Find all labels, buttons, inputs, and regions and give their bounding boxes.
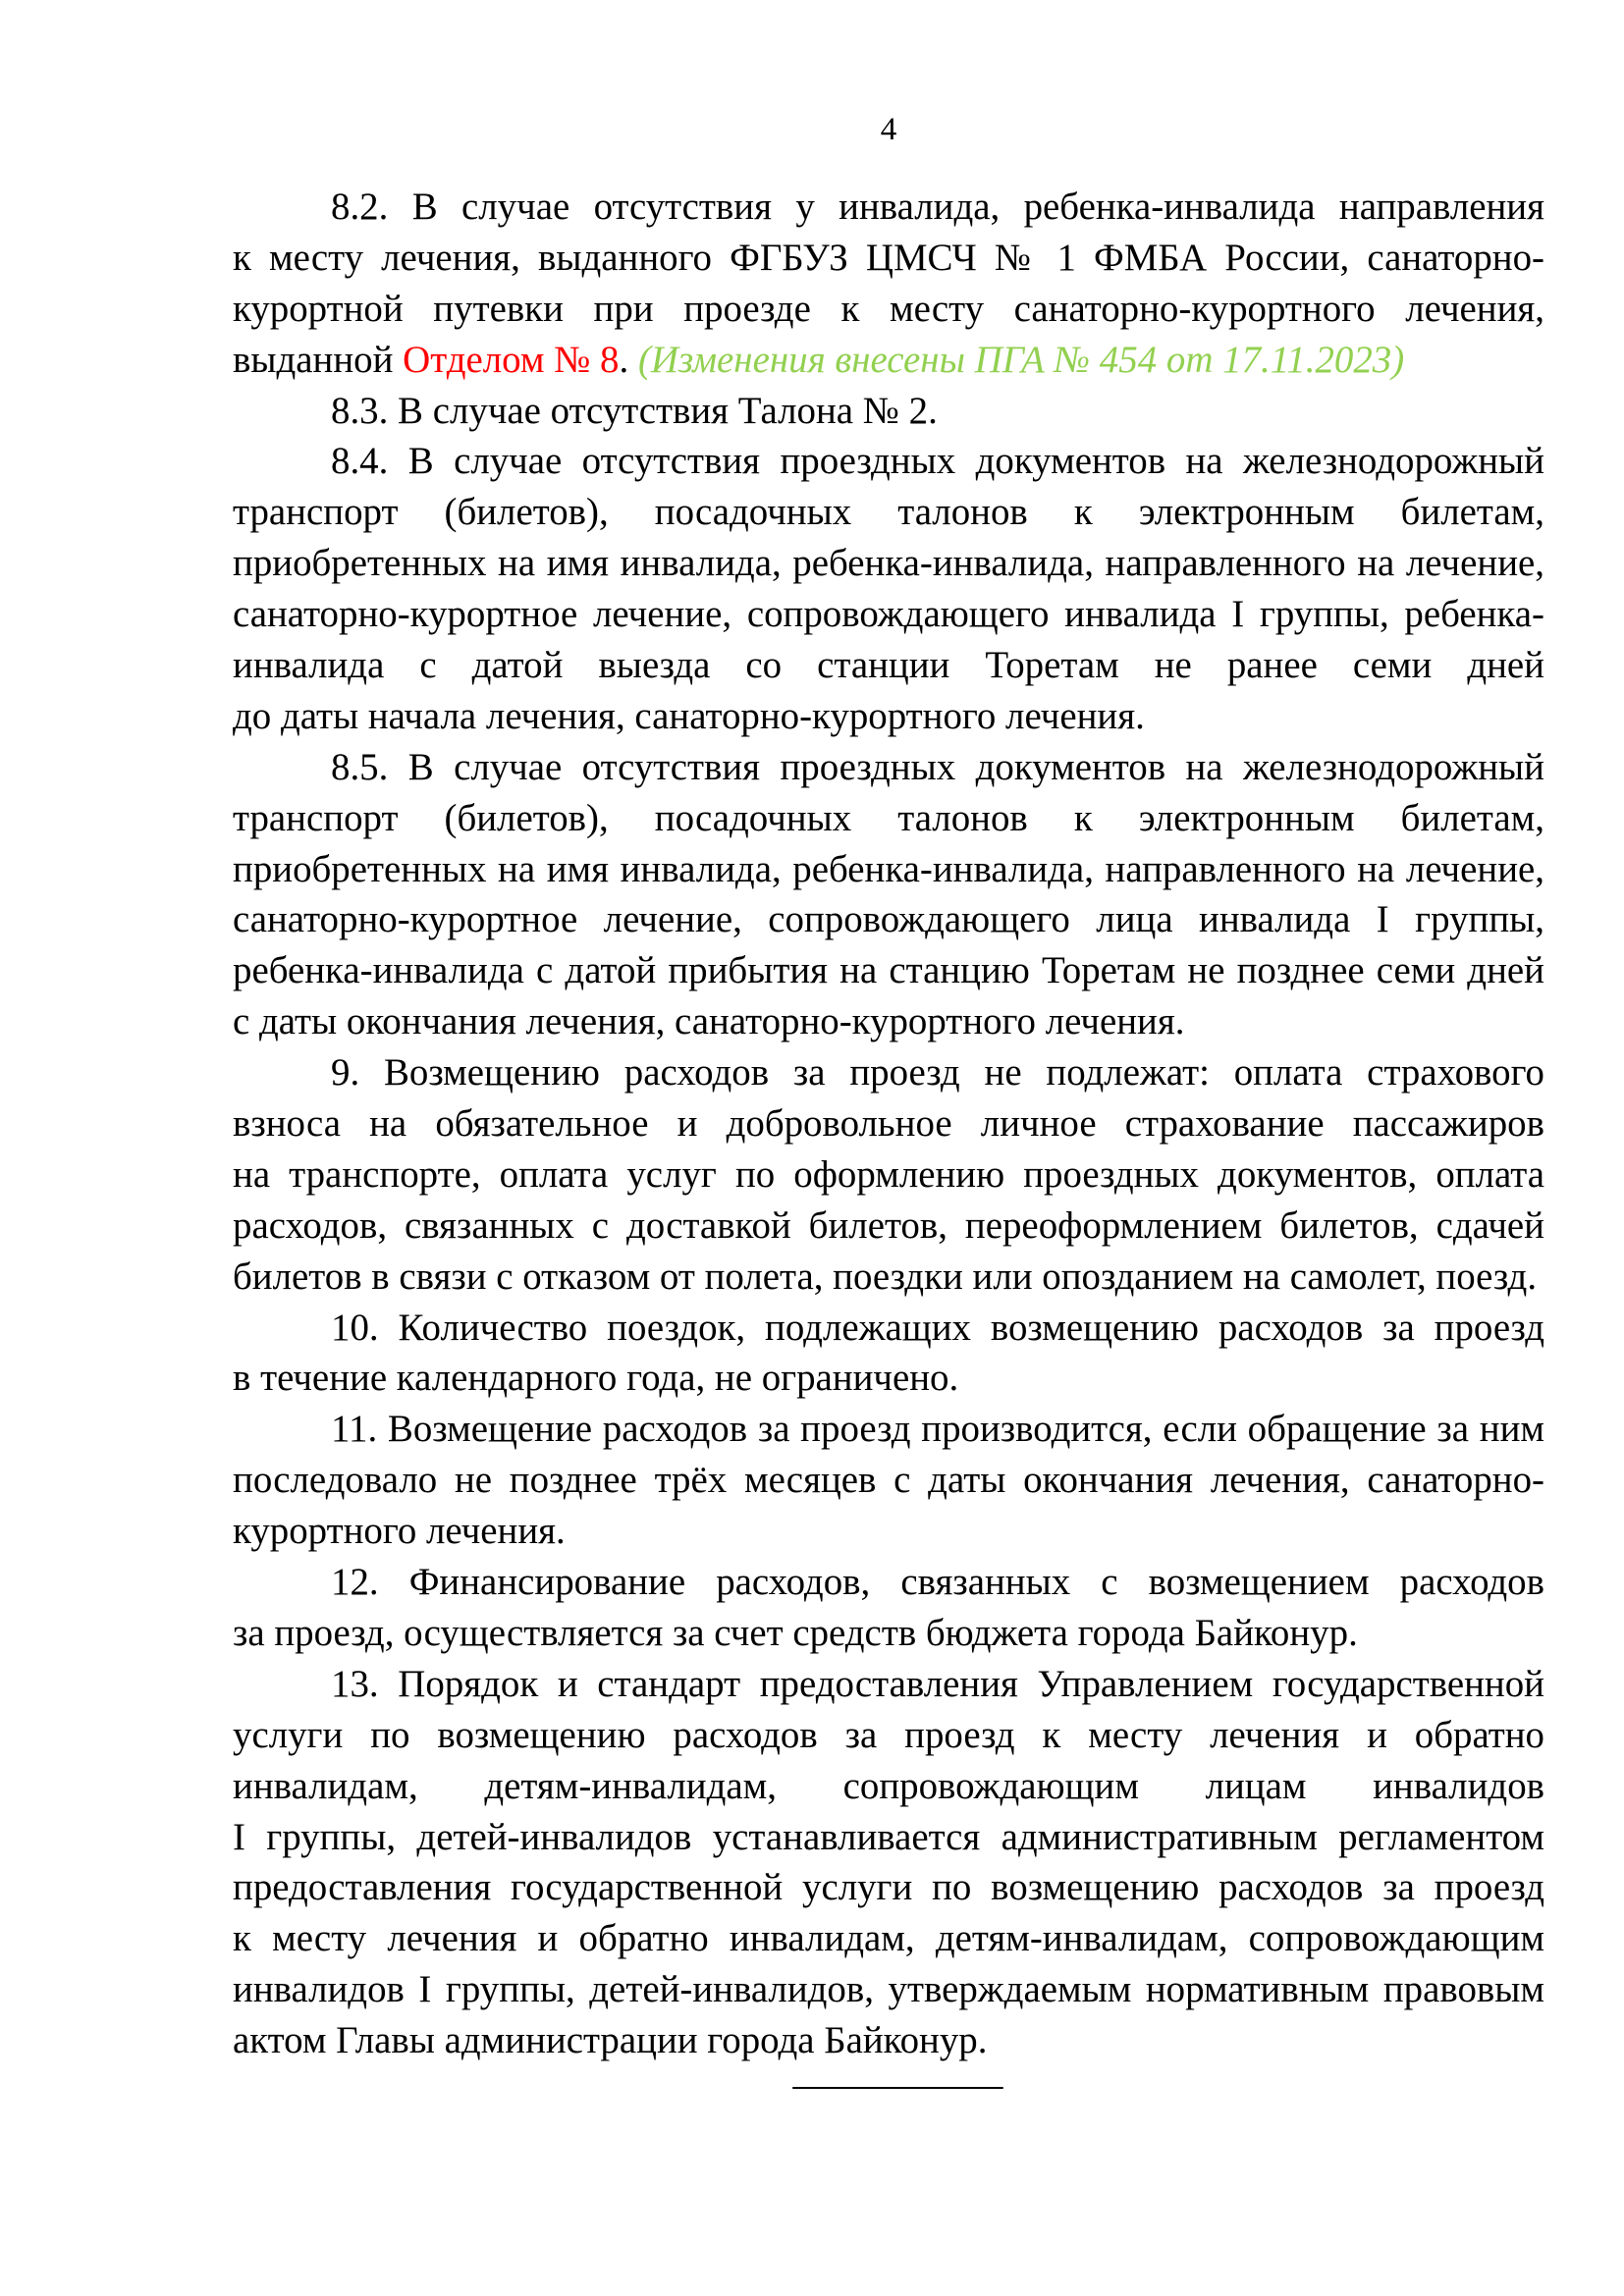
text-line: последовало не позднее трёх месяцев с даты окончания лечения, санаторно-: [233, 1459, 1544, 1502]
text-line: до даты начала лечения, санаторно-курортного лечения.: [233, 694, 1145, 737]
amendment-note: (Изменения внесены ПГА № 454 от 17.11.2023): [637, 338, 1405, 381]
text-line: инвалида с датой выезда со станции Торетам не ранее семи дней: [233, 644, 1544, 687]
text-line: 8.2. В случае отсутствия у инвалида, ребенка-инвалида направления: [331, 186, 1544, 228]
text-line: 10. Количество поездок, подлежащих возмещению расходов за проезд: [331, 1306, 1544, 1349]
paragraph-12: [233, 1557, 1544, 1659]
document-body: [233, 182, 1544, 2066]
text-line: курортного лечения.: [233, 1510, 566, 1553]
highlighted-department-text: Отделом № 8: [403, 338, 620, 381]
text-line: приобретенных на имя инвалида, ребенка-инвалида, направленного на лечение,: [233, 542, 1544, 585]
paragraph-8-2: [233, 182, 1544, 386]
text-line: санаторно-курортное лечение, сопровождающего лица инвалида I группы,: [233, 898, 1544, 941]
paragraph-11: [233, 1404, 1544, 1557]
text-line: ребенка-инвалида с датой прибытия на станцию Торетам не позднее семи дней: [233, 949, 1544, 992]
text-line: взноса на обязательное и добровольное личное страхование пассажиров: [233, 1102, 1544, 1146]
text-line: с даты окончания лечения, санаторно-курортного лечения.: [233, 1000, 1185, 1043]
text-line: санаторно-курортное лечение, сопровождающего инвалида I группы, ребенка-: [233, 593, 1544, 636]
text-line: курортной путевки при проезде к месту санаторно-курортного лечения,: [233, 287, 1544, 330]
text-line: актом Главы администрации города Байконур.: [233, 2019, 988, 2062]
text-fragment: .: [619, 338, 638, 381]
text-line: транспорт (билетов), посадочных талонов к электронным билетам,: [233, 491, 1544, 534]
end-of-document-rule: ___________: [792, 2051, 1003, 2093]
text-line: к месту лечения и обратно инвалидам, детям-инвалидам, сопровождающим: [233, 1917, 1544, 1960]
text-line: 8.3. В случае отсутствия Талона № 2.: [331, 389, 938, 432]
text-line: билетов в связи с отказом от полета, поездки или опозданием на самолет, поезд.: [233, 1255, 1538, 1298]
text-line: 8.5. В случае отсутствия проездных документов на железнодорожный: [331, 745, 1544, 788]
text-line: 12. Финансирование расходов, связанных с возмещением расходов: [331, 1561, 1544, 1604]
paragraph-9: [233, 1047, 1544, 1302]
text-line: транспорт (билетов), посадочных талонов к электронным билетам,: [233, 796, 1544, 839]
text-line: 8.4. В случае отсутствия проездных документов на железнодорожный: [331, 440, 1544, 483]
text-line: инвалидам, детям-инвалидам, сопровождающим лицам инвалидов: [233, 1764, 1544, 1807]
paragraph-8-5: [233, 742, 1544, 1047]
text-line: на транспорте, оплата услуг по оформлению проездных документов, оплата: [233, 1152, 1544, 1196]
paragraph-10: [233, 1303, 1544, 1405]
text-line: предоставления государственной услуги по возмещению расходов за проезд: [233, 1866, 1544, 1909]
text-line: I группы, детей-инвалидов устанавливается административным регламентом: [233, 1815, 1544, 1858]
paragraph-13: [233, 1659, 1544, 2066]
text-line: [233, 335, 1544, 386]
paragraph-8-3: [233, 386, 1544, 437]
text-line: за проезд, осуществляется за счет средств бюджета города Байконур.: [233, 1611, 1358, 1654]
text-line: к месту лечения, выданного ФГБУЗ ЦМСЧ № 1 ФМБА России, санаторно-: [233, 236, 1544, 279]
text-line: в течение календарного года, не ограничено.: [233, 1357, 959, 1400]
text-line: приобретенных на имя инвалида, ребенка-инвалида, направленного на лечение,: [233, 847, 1544, 890]
text-line: 11. Возмещение расходов за проезд производится, если обращение за ним: [331, 1408, 1544, 1451]
text-line: инвалидов I группы, детей-инвалидов, утверждаемым нормативным правовым: [233, 1968, 1544, 2011]
text-line: услуги по возмещению расходов за проезд к месту лечения и обратно: [233, 1713, 1544, 1756]
text-line: 13. Порядок и стандарт предоставления Управлением государственной: [331, 1662, 1544, 1705]
page-number: 4: [880, 112, 897, 147]
text-line: расходов, связанных с доставкой билетов, переоформлением билетов, сдачей: [233, 1203, 1544, 1247]
text-line: 9. Возмещению расходов за проезд не подлежат: оплата страхового: [331, 1051, 1544, 1095]
paragraph-8-4: [233, 436, 1544, 741]
text-fragment: выданной: [233, 338, 404, 381]
